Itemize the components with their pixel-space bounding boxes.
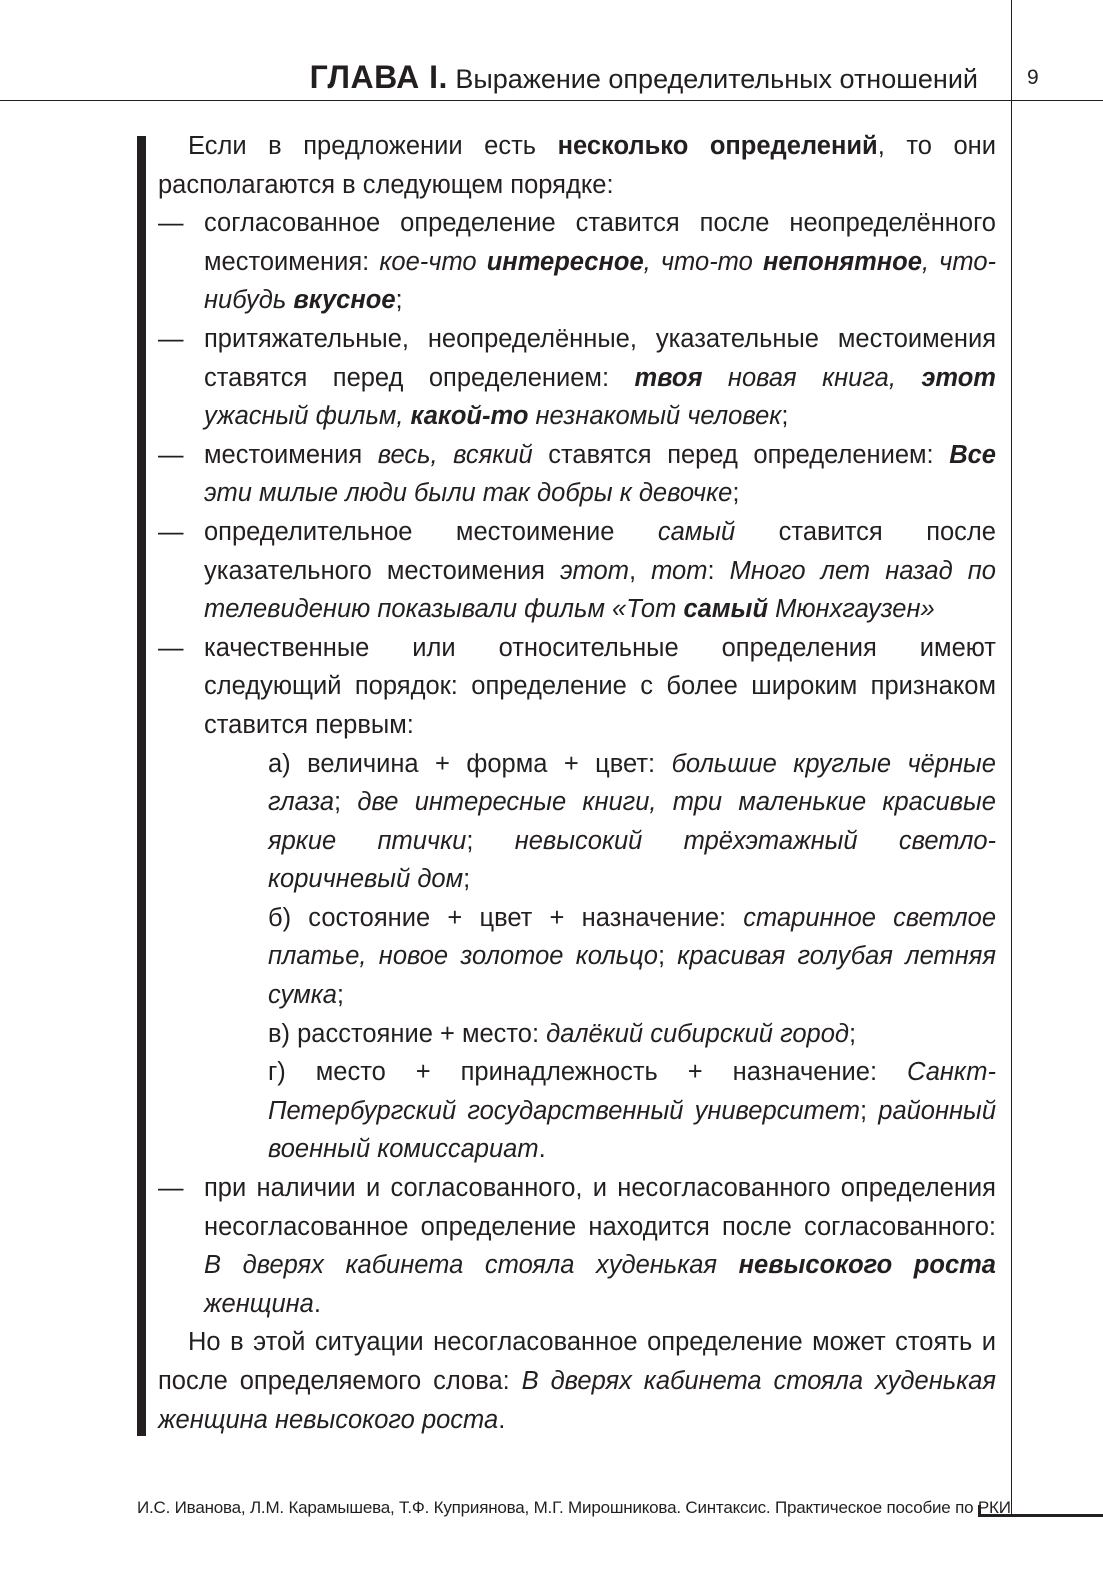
example-text: ужасный фильм, [204, 402, 411, 431]
text-run: ; [463, 865, 471, 894]
emphasis-text: самый [683, 595, 769, 624]
emphasis-text: невысокого роста [738, 1251, 996, 1280]
intro-paragraph [158, 127, 996, 204]
footer-rule [978, 1505, 1103, 1517]
sub-item-g [158, 1053, 996, 1169]
text-run: при наличии и согласованного, и несогласованного определения несогласованное определение находится после согласованного: [204, 1174, 996, 1241]
text-run: г) место + принадлежность + назначение: [268, 1058, 908, 1087]
text-run: притяжательные, неопределённые, указательные местоимения ставятся перед определением: [204, 324, 996, 392]
emphasis-text: какой-то [410, 402, 529, 431]
example-text: тот [651, 556, 708, 585]
example-text: невысокий трёхэтажный светло-коричневый дом [268, 826, 996, 894]
highlight-bar [137, 136, 146, 1436]
text-run: местоимения [204, 440, 378, 469]
dash-marker: — [158, 1174, 184, 1203]
emphasis-text: твоя [634, 363, 703, 392]
text-run: . [313, 1289, 321, 1318]
example-text: большие круглые чёрные глаза [268, 749, 996, 817]
example-text: две интересные книги, три маленькие красивые яркие птички [268, 788, 996, 855]
example-text: В дверях кабинета стояла худенькая женщина невысокого роста [158, 1367, 996, 1434]
list-item [158, 320, 996, 436]
page-number: 9 [1027, 66, 1039, 89]
text-run: ; [657, 942, 678, 971]
text-run: ; [859, 1096, 879, 1125]
example-text: весь, всякий [377, 440, 533, 469]
dash-marker: — [158, 324, 184, 353]
text-run: , то они располагаются в следующем порядке: [158, 132, 996, 199]
outro-paragraph [158, 1323, 996, 1439]
sub-item-b [158, 899, 996, 1015]
example-text: кое-что [379, 247, 487, 276]
footer-citation: И.С. Иванова, Л.М. Карамышева, Т.Ф. Куприянова, М.Г. Мирошникова. Синтаксис. Практическое пособие по РКИ [137, 1498, 1011, 1517]
list-item-text [204, 518, 996, 623]
text-run: в) расстояние + место: [268, 1019, 547, 1048]
list-item-text [204, 634, 996, 739]
list-item [158, 629, 996, 745]
example-text: Мюнхгаузен» [768, 595, 935, 624]
text-run: а) величина + форма + цвет: [268, 749, 672, 778]
example-text: эти милые люди были так добры к девочке [204, 479, 733, 508]
example-text: самый [657, 517, 736, 546]
dash-marker: — [158, 517, 184, 546]
emphasis-text: интересное [486, 247, 644, 276]
list-item [158, 436, 996, 513]
example-text: женщина [204, 1289, 314, 1318]
example-text: , что-то [643, 247, 763, 276]
list-item [158, 204, 996, 320]
emphasis-text: этот [921, 363, 996, 392]
text-run: . [498, 1405, 506, 1434]
emphasis-text: непонятное [762, 247, 922, 276]
text-run: определительное местоимение [204, 517, 658, 546]
text-run: Но в этой ситуации несогласованное определение может стоять и после определяемого слова: [158, 1328, 996, 1395]
example-text: старинное светлое платье, новое золотое кольцо [268, 903, 997, 971]
chapter-label: ГЛАВА I. [309, 59, 448, 95]
example-text: новая книга, [702, 363, 922, 392]
example-text: , что-нибудь [204, 247, 996, 315]
list-item-text [204, 441, 996, 508]
list-item [158, 1169, 996, 1323]
main-text [158, 127, 996, 1439]
example-text: Санкт-Петербургский государственный университет [268, 1058, 996, 1125]
text-run: : [707, 556, 730, 585]
sub-item-v [158, 1015, 996, 1054]
text-run: ; [849, 1019, 857, 1048]
header-rule [0, 100, 1103, 101]
emphasis-text: Все [949, 440, 996, 469]
text-run: ставится после указательного местоимения [204, 517, 996, 585]
text-run: согласованное определение ставится после неопределённого местоимения: [204, 209, 996, 276]
sub-item-a [158, 745, 996, 899]
text-run: ; [781, 402, 789, 431]
list-item-text [204, 325, 996, 430]
text-run: ; [395, 286, 403, 315]
text-run: ; [732, 479, 740, 508]
text-run: б) состояние + цвет + назначение: [268, 903, 744, 932]
chapter-title: Выражение определительных отношений [455, 64, 978, 94]
dash-marker: — [158, 440, 184, 469]
list-item-text [204, 1174, 996, 1318]
text-run: , [628, 556, 652, 585]
example-text: незнакомый человек [528, 402, 782, 431]
text-run: . [538, 1135, 546, 1164]
list-item [158, 513, 996, 629]
dash-marker: — [158, 633, 184, 662]
emphasis-text: несколько определений [557, 132, 878, 160]
text-run: ; [336, 981, 345, 1010]
text-run: ; [466, 826, 515, 855]
margin-rule [1011, 0, 1012, 1517]
example-text: В дверях кабинета стояла худенькая [204, 1251, 739, 1280]
example-text: далёкий сибирский город [546, 1019, 850, 1048]
text-run: ставятся перед определением: [532, 440, 950, 469]
example-text: Много лет назад по телевидению показывали фильм «Тот [204, 556, 996, 624]
example-text: красивая голубая летняя сумка [268, 942, 996, 1010]
running-header [310, 59, 978, 97]
emphasis-text: вкусное [293, 286, 396, 315]
text-run: ; [334, 788, 358, 817]
dash-marker: — [158, 209, 184, 238]
example-text: этот [560, 556, 629, 585]
text-run: качественные или относительные определения имеют следующий порядок: определение с более широким признаком ставится первым: [204, 633, 996, 739]
example-text: районный военный комиссариат [268, 1096, 997, 1164]
list-item-text [204, 209, 996, 314]
text-run: Если в предложении есть [188, 132, 558, 160]
